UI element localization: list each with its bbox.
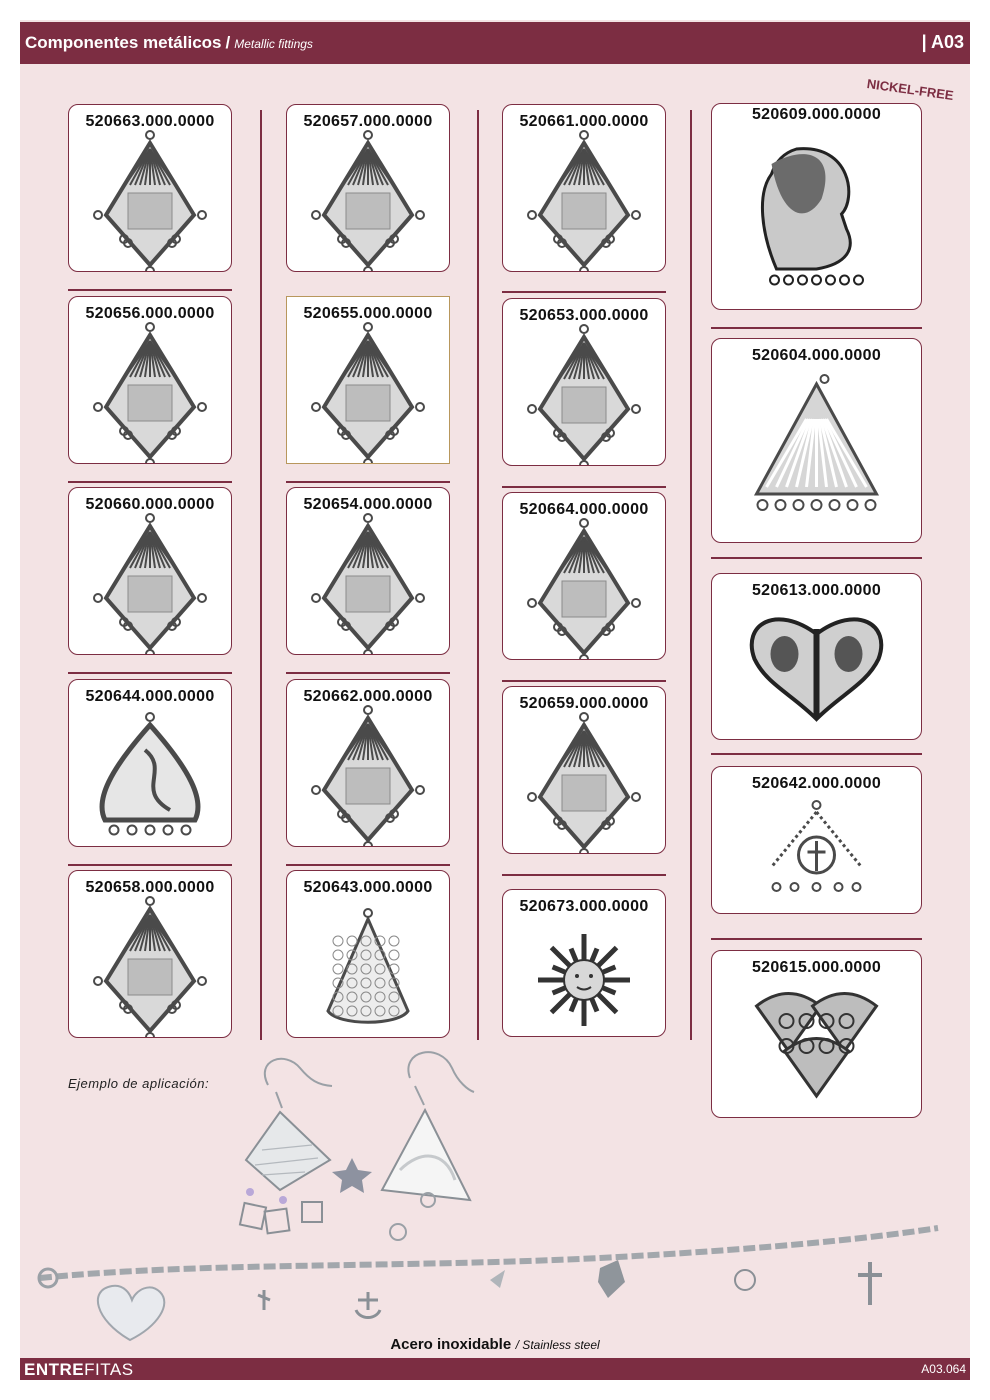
material-caption: [0, 1336, 990, 1354]
row-divider: [68, 289, 232, 291]
column-divider: [260, 110, 262, 1040]
product-ref: 520663.000.0000: [85, 113, 215, 130]
butterfly-illustration: [712, 574, 921, 739]
row-divider: [68, 864, 232, 866]
product-ref: 520664.000.0000: [519, 501, 649, 518]
zodiac-illustration: [287, 680, 449, 846]
product-ref: 520604.000.0000: [751, 347, 882, 364]
product-card[interactable]: [502, 104, 666, 272]
zodiac-illustration: [287, 488, 449, 654]
row-divider: [502, 291, 666, 293]
zodiac-illustration: [503, 687, 665, 853]
zodiac-illustration: [503, 493, 665, 659]
zodiac-illustration: [69, 488, 231, 654]
section-code: | A03: [921, 32, 964, 52]
drop-illustration: [69, 680, 231, 846]
row-divider: [711, 938, 922, 940]
header-title: Componentes metálicos: [25, 33, 222, 52]
product-card[interactable]: [502, 889, 666, 1037]
product-card[interactable]: [286, 487, 450, 655]
product-card[interactable]: [711, 573, 922, 740]
product-card[interactable]: [711, 103, 922, 310]
product-ref: 520615.000.0000: [751, 959, 882, 976]
product-ref: 520656.000.0000: [85, 305, 215, 322]
product-card[interactable]: [711, 338, 922, 543]
sun-illustration: [503, 890, 665, 1036]
brand-logo: ENTREFITAS: [24, 1360, 134, 1379]
product-ref: 520644.000.0000: [85, 688, 215, 705]
cameo-illustration: [712, 104, 921, 309]
product-ref: 520655.000.0000: [303, 305, 433, 322]
page-header: [20, 22, 970, 64]
row-divider: [68, 481, 232, 483]
header-subtitle: Metallic fittings: [234, 37, 313, 51]
product-ref: 520609.000.0000: [751, 106, 882, 123]
product-ref: 520673.000.0000: [519, 898, 649, 915]
zodiac-illustration: [503, 299, 665, 465]
product-ref: 520654.000.0000: [303, 496, 433, 513]
row-divider: [286, 481, 450, 483]
product-ref: 520662.000.0000: [303, 688, 433, 705]
fan-illustration: [712, 339, 921, 542]
product-card[interactable]: [711, 766, 922, 914]
zodiac-illustration: [287, 297, 449, 463]
product-card[interactable]: [68, 296, 232, 464]
product-ref: 520613.000.0000: [751, 582, 882, 599]
zodiac-illustration: [287, 105, 449, 271]
chandelier-illustration: [712, 767, 921, 913]
zodiac-illustration: [69, 297, 231, 463]
product-card[interactable]: [68, 679, 232, 847]
page-footer: [20, 1358, 970, 1380]
nickel-free-badge: NICKEL-FREE: [865, 76, 955, 104]
column-divider: [477, 110, 479, 1040]
row-divider: [711, 557, 922, 559]
product-card[interactable]: [68, 870, 232, 1038]
page-title: Componentes metálicos / Metallic fittings: [25, 33, 313, 52]
product-card[interactable]: [286, 870, 450, 1038]
product-card[interactable]: [502, 298, 666, 466]
product-card[interactable]: [68, 487, 232, 655]
row-divider: [68, 672, 232, 674]
row-divider: [286, 672, 450, 674]
zodiac-illustration: [69, 105, 231, 271]
material-main: Acero inoxidable: [390, 1336, 512, 1353]
product-ref: 520643.000.0000: [303, 879, 433, 896]
row-divider: [711, 327, 922, 329]
zodiac-illustration: [503, 105, 665, 271]
product-card[interactable]: [711, 950, 922, 1118]
page-number: A03.064: [921, 1362, 966, 1376]
material-sub: / Stainless steel: [515, 1338, 600, 1352]
product-card[interactable]: [286, 296, 450, 464]
row-divider: [502, 874, 666, 876]
row-divider: [502, 486, 666, 488]
product-ref: 520660.000.0000: [85, 496, 215, 513]
product-ref: 520659.000.0000: [519, 695, 649, 712]
product-card[interactable]: [502, 492, 666, 660]
product-ref: 520658.000.0000: [85, 879, 215, 896]
row-divider: [711, 753, 922, 755]
product-card[interactable]: [286, 104, 450, 272]
product-ref: 520661.000.0000: [519, 113, 649, 130]
product-ref: 520642.000.0000: [751, 775, 882, 792]
product-ref: 520653.000.0000: [519, 307, 649, 324]
zodiac-illustration: [69, 871, 231, 1037]
cone-illustration: [287, 871, 449, 1037]
product-card[interactable]: [286, 679, 450, 847]
application-example-label: Ejemplo de aplicación:: [68, 1076, 210, 1091]
row-divider: [502, 680, 666, 682]
product-ref: 520657.000.0000: [303, 113, 433, 130]
column-divider: [690, 110, 692, 1040]
clover-illustration: [712, 951, 921, 1117]
product-card[interactable]: [502, 686, 666, 854]
row-divider: [286, 864, 450, 866]
product-card[interactable]: [68, 104, 232, 272]
